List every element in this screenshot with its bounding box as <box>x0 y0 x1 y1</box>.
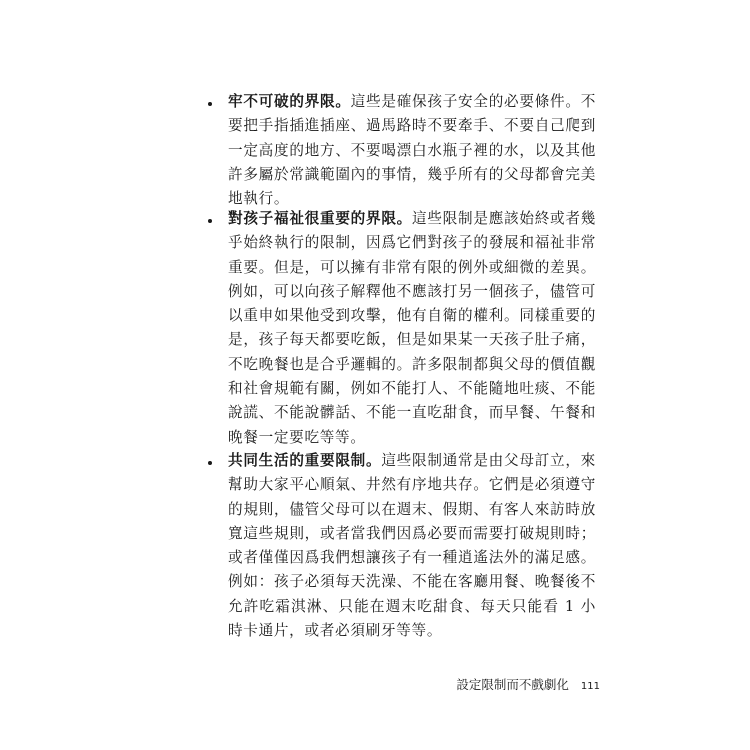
page-footer <box>440 675 600 693</box>
item-heading: 對孩子福祉很重要的界限。 <box>228 210 413 227</box>
bullet-icon <box>208 102 212 106</box>
paragraph <box>228 90 596 211</box>
paragraph <box>228 449 596 643</box>
paragraph <box>228 207 596 450</box>
list-item <box>228 207 596 450</box>
bullet-icon <box>208 461 212 465</box>
running-title: 設定限制而不戲劇化 <box>456 677 569 692</box>
list-item <box>228 90 596 211</box>
item-body: 這些限制是應該始終或者幾乎始終執行的限制，因爲它們對孩子的發展和福祉非常重要。但是，可以擁有非常有限的例外或細微的差異。例如，可以向孩子解釋他不應該打另一個孩子，儘管可以重申如果他受到攻擊，他有自衛的權利。同樣重要的是，孩子每天都要吃飯，但是如果某一天孩子肚子痛，不吃晚餐也是合乎邏輯的。許多限制都與父母的價值觀和社會規範有關，例如不能打人、不能隨地吐痰、不能說謊、不能說髒話、不能一直吃甜食，而早餐、午餐和晚餐一定要吃等等。 <box>228 210 596 446</box>
item-heading: 共同生活的重要限制。 <box>228 452 382 469</box>
item-body: 這些是確保孩子安全的必要條件。不要把手指插進插座、過馬路時不要牽手、不要自己爬到一定高度的地方、不要喝漂白水瓶子裡的水，以及其他許多屬於常識範圍內的事情，幾乎所有的父母都會完美地執行。 <box>228 93 597 208</box>
bullet-icon <box>208 219 212 223</box>
page-number: 111 <box>580 681 600 692</box>
item-heading: 牢不可破的界限。 <box>228 93 351 110</box>
item-body: 這些限制通常是由父母訂立，來幫助大家平心順氣、井然有序地共存。它們是必須遵守的規則，儘管父母可以在週末、假期、有客人來訪時放寬這些規則，或者當我們因爲必要而需要打破規則時；或者僅僅因爲我們想讓孩子有一種逍遙法外的滿足感。例如：孩子必須每天洗澡、不能在客廳用餐、晚餐後不允許吃霜淇淋、只能在週末吃甜食、每天只能看 1 小時卡通片，或者必須刷牙等等。 <box>228 452 596 640</box>
list-item <box>228 449 596 643</box>
